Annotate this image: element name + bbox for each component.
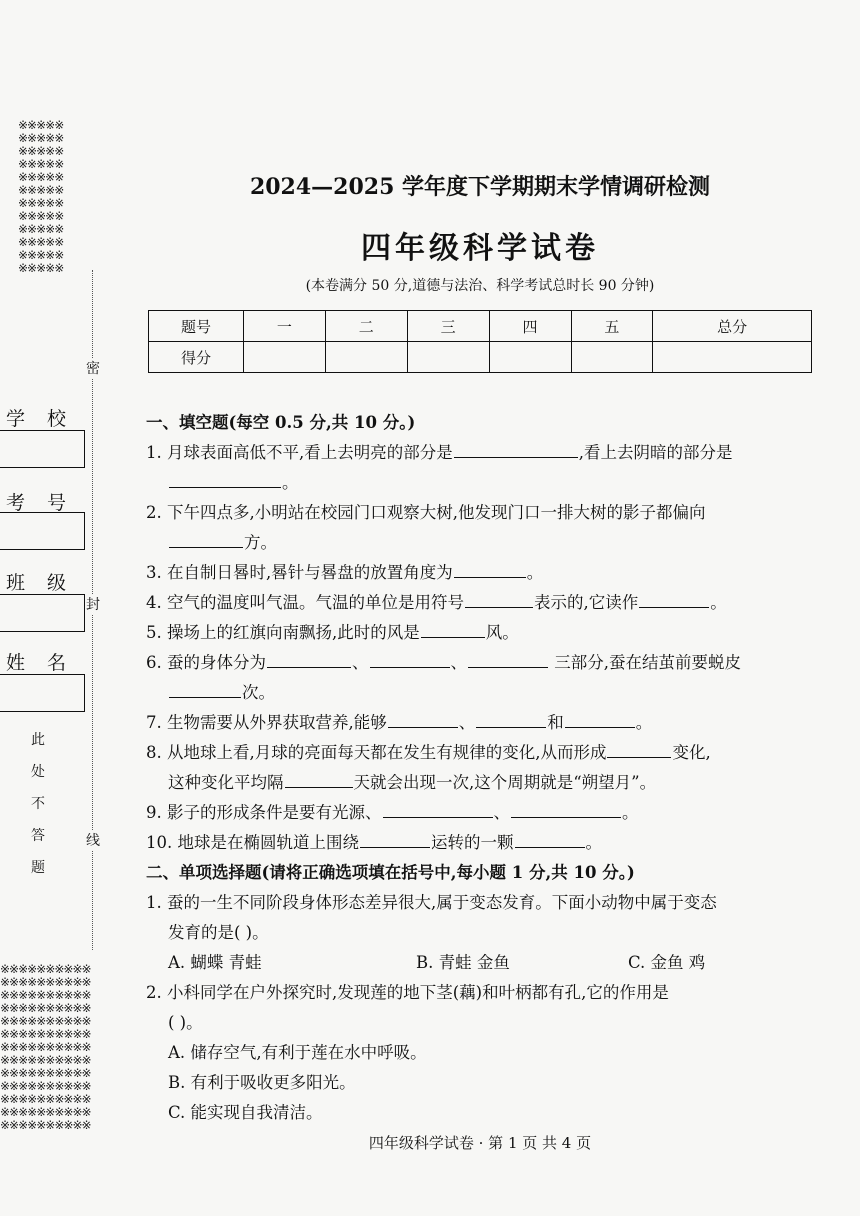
answer-blank[interactable] (169, 470, 281, 488)
score-input-cell[interactable] (571, 342, 653, 373)
answer-blank[interactable] (383, 800, 493, 818)
answer-blank[interactable] (285, 770, 353, 788)
answer-blank[interactable] (607, 740, 671, 758)
question-1-6-cont: 次。 (146, 678, 826, 708)
class-input-box[interactable] (0, 594, 85, 632)
option-b[interactable]: B. 有利于吸收更多阳光。 (168, 1073, 356, 1092)
answer-blank[interactable] (169, 680, 241, 698)
question-1-5: 5. 操场上的红旗向南飘扬,此时的风是 风。 (146, 618, 826, 648)
score-cell: 总分 (653, 311, 812, 342)
question-2-1: 1. 蚕的一生不同阶段身体形态差异很大,属于变态发育。下面小动物中属于变态 (146, 893, 717, 912)
answer-blank[interactable] (511, 800, 621, 818)
answer-blank[interactable] (468, 650, 548, 668)
seal-char-xian: 线 (86, 830, 100, 850)
class-label: 班 级 (6, 572, 75, 594)
answer-blank[interactable] (388, 710, 458, 728)
question-content (146, 408, 826, 1128)
exam-number-input-box[interactable] (0, 512, 85, 550)
question-2-1-cont: 发育的是( )。 (168, 923, 269, 942)
question-1-4: 4. 空气的温度叫气温。气温的单位是用符号 表示的,它读作 。 (146, 588, 826, 618)
exam-subject-title: 四年级科学试卷 (361, 231, 599, 266)
score-input-cell[interactable] (325, 342, 407, 373)
answer-blank[interactable] (169, 530, 243, 548)
answer-blank[interactable] (370, 650, 450, 668)
question-1-10: 10. 地球是在椭圆轨道上围绕 运转的一颗 。 (146, 828, 826, 858)
page-footer: 四年级科学试卷 · 第 1 页 共 4 页 (368, 1134, 592, 1152)
name-input-box[interactable] (0, 674, 85, 712)
option-c[interactable]: C. 金鱼 鸡 (628, 953, 706, 972)
no-answer-warning: 此 处 不 答 题 (31, 732, 45, 876)
school-label: 学 校 (6, 408, 75, 430)
question-1-7: 7. 生物需要从外界获取营养,能够 、 和 。 (146, 708, 826, 738)
answer-blank[interactable] (360, 830, 430, 848)
option-a[interactable]: A. 蝴蝶 青蛙 (168, 953, 262, 972)
seal-char-mi: 密 (86, 358, 100, 378)
question-1-6: 6. 蚕的身体分为 、 、 三部分,蚕在结茧前要蜕皮 (146, 648, 826, 678)
seal-char-feng: 封 (86, 594, 100, 614)
answer-blank[interactable] (565, 710, 635, 728)
exam-note: (本卷满分 50 分,道德与法治、科学考试总时长 90 分钟) (305, 278, 655, 294)
score-input-cell[interactable] (653, 342, 812, 373)
question-1-3: 3. 在自制日晷时,晷针与晷盘的放置角度为 。 (146, 558, 826, 588)
section1-heading: 一、填空题(每空 0.5 分,共 10 分。) (146, 413, 416, 432)
answer-blank[interactable] (515, 830, 585, 848)
option-b[interactable]: B. 青蛙 金鱼 (416, 953, 510, 972)
answer-blank[interactable] (267, 650, 351, 668)
question-1-2: 2. 下午四点多,小明站在校园门口观察大树,他发现门口一排大树的影子都偏向 (146, 503, 706, 522)
decorative-pattern-top: ※※※※※ ※※※※※ ※※※※※ ※※※※※ ※※※※※ ※※※※※ ※※※※※ ※※※※※ ※※※※※ ※※※※※ ※※※※※ ※※※※※ (18, 118, 64, 275)
answer-blank[interactable] (476, 710, 546, 728)
score-cell: 二 (325, 311, 407, 342)
score-cell: 五 (571, 311, 653, 342)
score-cell: 一 (244, 311, 326, 342)
answer-blank[interactable] (639, 590, 709, 608)
score-input-cell[interactable] (407, 342, 489, 373)
question-2-2-cont: ( )。 (168, 1013, 203, 1032)
score-input-cell[interactable] (489, 342, 571, 373)
question-2-2: 2. 小科同学在户外探究时,发现莲的地下茎(藕)和叶柄都有孔,它的作用是 (146, 983, 669, 1002)
score-cell: 四 (489, 311, 571, 342)
section2-heading: 二、单项选择题(请将正确选项填在括号中,每小题 1 分,共 10 分。) (146, 863, 635, 882)
option-a[interactable]: A. 储存空气,有利于莲在水中呼吸。 (168, 1043, 427, 1062)
exam-number-label: 考 号 (6, 492, 75, 514)
score-cell: 三 (407, 311, 489, 342)
answer-blank[interactable] (454, 560, 526, 578)
question-1-1-cont: 。 (146, 468, 826, 498)
name-label: 姓 名 (6, 652, 75, 674)
score-table-score-row (149, 342, 812, 373)
score-table (148, 310, 812, 373)
score-cell: 得分 (149, 342, 244, 373)
answer-blank[interactable] (465, 590, 533, 608)
answer-blank[interactable] (454, 440, 578, 458)
decorative-pattern-bottom: ※※※※※※※※※※ ※※※※※※※※※※ ※※※※※※※※※※ ※※※※※※※※※※ ※※※※※※※※※※ ※※※※※※※※※※ ※※※※※※※※※※ ※※※※※※※※※※ ※※※※※※※※※※ ※※※※※※※※※※ ※※※※※※※※※※ ※※※※※※※※※※ ※※※※※※※※※※ (0, 962, 91, 1132)
question-2-1-options (146, 948, 826, 978)
score-cell: 题号 (149, 311, 244, 342)
question-1-8-cont: 这种变化平均隔 天就会出现一次,这个周期就是“朔望月”。 (146, 768, 826, 798)
question-1-9: 9. 影子的形成条件是要有光源、 、 。 (146, 798, 826, 828)
score-input-cell[interactable] (244, 342, 326, 373)
question-1-2-cont: 方。 (146, 528, 826, 558)
school-input-box[interactable] (0, 430, 85, 468)
question-1-8: 8. 从地球上看,月球的亮面每天都在发生有规律的变化,从而形成 变化, (146, 738, 826, 768)
score-table-header-row (149, 311, 812, 342)
question-1-1: 1. 月球表面高低不平,看上去明亮的部分是 ,看上去阴暗的部分是 (146, 438, 826, 468)
answer-blank[interactable] (421, 620, 485, 638)
exam-header-title: 2024—2025 学年度下学期期末学情调研检测 (249, 174, 711, 200)
option-c[interactable]: C. 能实现自我清洁。 (168, 1103, 323, 1122)
